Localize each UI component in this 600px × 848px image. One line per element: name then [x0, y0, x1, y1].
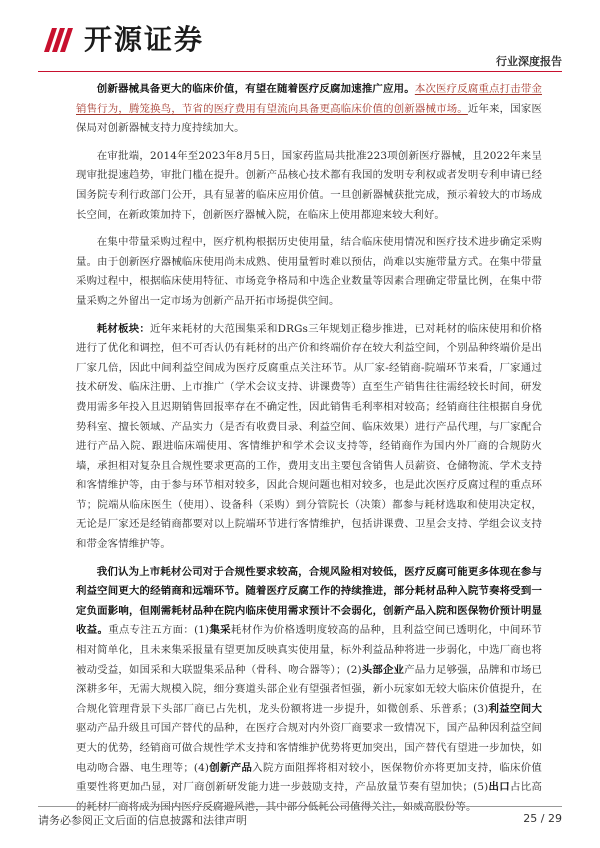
para4-lead: 耗材板块： — [96, 322, 150, 335]
logo-text: 开源证券 — [84, 23, 205, 56]
para5-lead: 我们认为上市耗材公司对于合规性要求较高，合规风险相对较低，医疗反腐可能更多体现在参与利益空间更大的经销商和远端环节。随着医疗反腐工作的持续推进，部分耗材品种入院节奏将受到一定负面影响，但刚需耗材品种在院内临床使用需求预计不会弱化，创新产品入院和医保物价预计明显收益。 — [76, 565, 542, 637]
para5-bold-4: 创新产品 — [209, 761, 253, 774]
paragraph-innovative-devices — [76, 80, 542, 139]
page-number: 25 / 29 — [523, 812, 562, 825]
para5-bold-1: 集采 — [209, 624, 231, 637]
para1-tail: 近年来，国家医保局对创新器械支持力度持续加大。 — [76, 102, 542, 135]
kaiyuan-logo-icon — [40, 22, 76, 58]
para5-text-1: 重点专注五方面：(1) — [108, 624, 210, 637]
report-body — [76, 72, 542, 817]
footer-disclaimer: 请务必参阅正文后面的信息披露和法律声明 — [38, 814, 247, 827]
para3-text: 在集中带量采购过程中，医疗机构根据历史使用量，结合临床使用情况和医疗技术进步确定采购量。由于创新医疗器械临床使用尚未成熟、使用量暂时难以预估，尚难以实施带量方式。在集中带量采购过程中，根据临床使用特征、市场竞争格局和中选企业数量等因素合理确定带量比例，在集中带量采购之外留出一定市场为创新产品开拓市场提供空间。 — [76, 236, 542, 307]
para4-text: 近年来耗材的大范围集采和DRGs三年规划正稳步推进，已对耗材的临床使用和价格进行了优化和调控，但不可否认仍有耗材的出产价和终端价存在较大利益空间，个别品种终端价是出厂家几倍，因此中间利益空间成为医疗反腐重点关注环节。从厂家-经销商-院端环节来看，厂家通过技术研发、临床注册、上市推广（学术会议支持、讲课费等）直至生产销售往往需经较长时间，研发费用需多年投入且迟期销售回报率存在不确定性，因此销售毛利率相对较高；经销商往往根据自身优势科室、擅长领域、产品实力（是否有收费目录、利益空间、临床效果）进行产品代理，与厂家配合进行产品入院、跟进临床端使用、客情维护和学术会议支持等，经销商作为国内外厂商的合规防火墙，承担相对复杂且合规性要求更高的工作，费用支出主要包含销售人员薪资、仓储物流、学术支持和客情维护等，由于参与环节相对较多，因此合规问题也相对较多，也是此次医疗反腐过程的重点环节；院端从临床医生（使用）、设备科（采购）到分管院长（决策）都参与耗材选取和使用决定权，无论是厂家还是经销商都要对以上院端环节进行客情维护，包括讲课费、卫星会支持、学组会议支持和带金客情维护等。 — [76, 322, 543, 551]
paragraph-volume-procurement — [76, 233, 542, 311]
para1-highlight: 本次医疗反腐重点打击带金销售行为，腾笼换鸟，节省的医疗费用有望流向具备更高临床价值的创新器械市场。 — [76, 83, 542, 115]
page-header — [0, 0, 600, 80]
paragraph-approval — [76, 147, 542, 225]
para5-text-6: 占比高的耗材厂商将成为国内医疗反腐避风港，其中部分低耗公司值得关注，如威高股份等。 — [76, 781, 543, 813]
footer-divider — [38, 806, 562, 807]
company-logo — [40, 22, 204, 58]
paragraph-consumables — [76, 320, 542, 555]
para5-text-4: 驱动产品升级且可国产替代的品种，在医疗合规对内外资厂商要求一致情况下，国产品种因利益空间更大的优势，经销商可做合规性学术支持和客情维护优势将更加突出，国产替代有望进一步加快，如电动吻合器、电生理等；(4) — [76, 722, 542, 774]
paragraph-focus-areas — [76, 563, 542, 818]
para5-bold-5: 出口 — [488, 781, 510, 794]
para2-text: 在审批端，2014年至2023年8月5日，国家药监局共批准223项创新医疗器械，且2022年来呈现审批提速趋势，审批门槛在提升。创新产品核心技术都有我国的发明专利权或者发明专利申请已经国务院专利行政部门公开，具有显著的临床应用价值。一旦创新器械获批完成，预示着较大的市场成长空间，在新政策加持下，创新医疗器械入院，在临床上使用都迎来较大利好。 — [76, 149, 542, 221]
para5-text-2: 耗材作为价格透明度较高的品种，且利益空间已透明化，中间环节相对简单化，且未来集采报量有望更加反映真实使用量，标外利益品种将进一步弱化，中选厂商也将被动受益，如国采和大联盟集采品种（骨科、吻合器等）；(2) — [76, 624, 542, 676]
para5-bold-3: 利益空间大 — [488, 702, 543, 715]
para5-bold-2: 头部企业 — [361, 663, 405, 676]
para5-text-3: 产品力足够强，品牌和市场已深耕多年，无需大规模入院，细分赛道头部企业有望强者恒强，新小玩家如无较大临床价值提升，在合规化管理背景下头部厂商已占先机，龙头份额将进一步提升，如微创系、乐普系；(3) — [76, 663, 542, 715]
para1-lead: 创新器械具备更大的临床价值，有望在随着医疗反腐加速推广应用。 — [96, 83, 415, 95]
report-type-label: 行业深度报告 — [496, 55, 562, 68]
para5-text-5: 入院方面阻挥将相对较小，医保物价亦将更加支持，临床价值重要性将更加凸显，对厂商创新研发能力进一步鼓励支持，产品放量节奏有望加快；(5) — [76, 761, 542, 794]
